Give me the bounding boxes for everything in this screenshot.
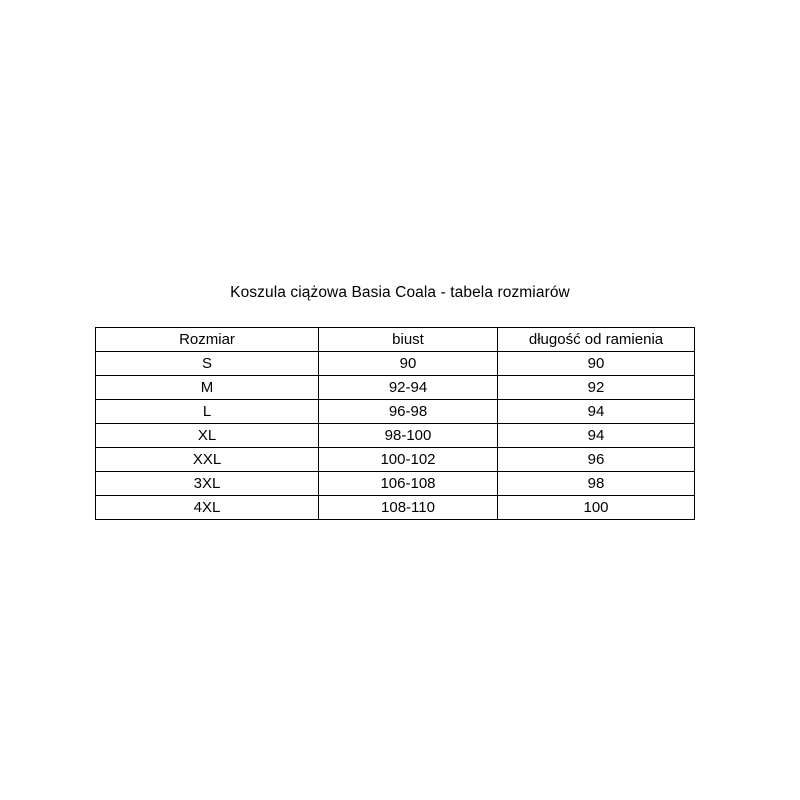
cell-bust: 92-94: [319, 376, 498, 400]
header-bust: biust: [319, 328, 498, 352]
cell-bust: 106-108: [319, 472, 498, 496]
table-row: [96, 424, 695, 448]
table-row: [96, 448, 695, 472]
header-size: Rozmiar: [96, 328, 319, 352]
cell-size: L: [96, 400, 319, 424]
size-table: [95, 327, 695, 520]
table-row: [96, 472, 695, 496]
cell-length: 100: [498, 496, 695, 520]
cell-bust: 96-98: [319, 400, 498, 424]
cell-length: 94: [498, 400, 695, 424]
table-row: [96, 352, 695, 376]
cell-length: 94: [498, 424, 695, 448]
cell-length: 98: [498, 472, 695, 496]
cell-size: XL: [96, 424, 319, 448]
cell-bust: 108-110: [319, 496, 498, 520]
cell-length: 96: [498, 448, 695, 472]
cell-size: 3XL: [96, 472, 319, 496]
table-row: [96, 376, 695, 400]
cell-size: M: [96, 376, 319, 400]
page-title: Koszula ciążowa Basia Coala - tabela rozmiarów: [230, 284, 570, 301]
cell-bust: 100-102: [319, 448, 498, 472]
header-length: długość od ramienia: [498, 328, 695, 352]
table-row: [96, 496, 695, 520]
cell-size: S: [96, 352, 319, 376]
cell-bust: 98-100: [319, 424, 498, 448]
cell-length: 90: [498, 352, 695, 376]
cell-size: 4XL: [96, 496, 319, 520]
table-row: [96, 400, 695, 424]
cell-length: 92: [498, 376, 695, 400]
cell-bust: 90: [319, 352, 498, 376]
table-header-row: [96, 328, 695, 352]
cell-size: XXL: [96, 448, 319, 472]
